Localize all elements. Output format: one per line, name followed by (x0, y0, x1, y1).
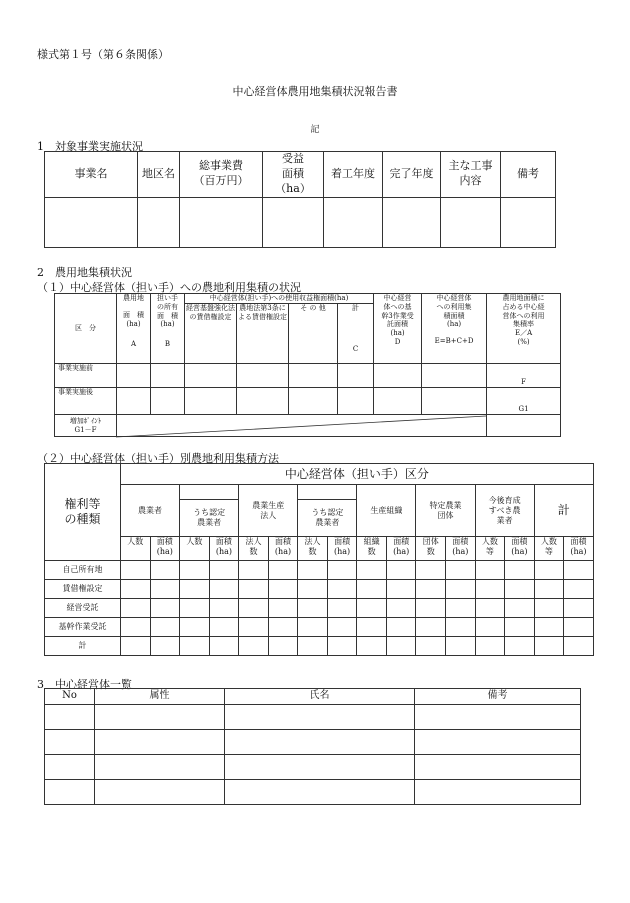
s2b-cell[interactable] (386, 599, 416, 618)
s2b-cell[interactable] (357, 637, 387, 656)
s2b-cell[interactable] (357, 618, 387, 637)
s1-col-start: 着工年度 (324, 152, 383, 198)
s2b-cell[interactable] (475, 561, 505, 580)
s2b-cell[interactable] (268, 637, 298, 656)
s3-col-no: No (45, 689, 95, 705)
s2b-cell[interactable] (446, 599, 476, 618)
s2b-cell[interactable] (180, 637, 210, 656)
s2b-cell[interactable] (505, 580, 535, 599)
s2b-table-row (45, 599, 594, 618)
s2b-cell[interactable] (327, 580, 357, 599)
s1-cell[interactable] (441, 197, 501, 247)
s2b-row-label: 自己所有地 (45, 561, 121, 580)
s2b-row-label: 経営受託 (45, 599, 121, 618)
section2-sub2-table (44, 463, 594, 656)
s2b-cell[interactable] (505, 561, 535, 580)
s2b-cell[interactable] (298, 561, 328, 580)
s2b-cell[interactable] (239, 637, 269, 656)
s1-cell[interactable] (383, 197, 441, 247)
s2b-cell[interactable] (416, 561, 446, 580)
s2b-cell[interactable] (386, 580, 416, 599)
s2b-table-row (45, 580, 594, 599)
s2b-cell[interactable] (505, 618, 535, 637)
s2b-cell[interactable] (209, 580, 239, 599)
s2b-cell[interactable] (121, 599, 151, 618)
s2b-cell[interactable] (268, 561, 298, 580)
increase-row-diagonal (54, 293, 560, 438)
s2b-cell[interactable] (386, 637, 416, 656)
s2b-cell[interactable] (239, 561, 269, 580)
s2b-cell[interactable] (446, 637, 476, 656)
s2b-cell[interactable] (150, 580, 180, 599)
s2b-cell[interactable] (416, 599, 446, 618)
s2a-row-after: 事業実施後 G1 (55, 388, 561, 415)
section2-sub1-wrap (54, 293, 560, 438)
s2a-mark-f: F (487, 364, 561, 388)
s2b-table-row (45, 561, 594, 580)
s2b-h-kenri: 権利等 の種類 (45, 464, 121, 561)
s2b-cell[interactable] (327, 599, 357, 618)
s2b-cell[interactable] (150, 618, 180, 637)
s3-data-row (45, 705, 581, 730)
s2a-h-kubun: 区 分 (55, 294, 117, 364)
s2b-cell[interactable] (475, 637, 505, 656)
s2b-g-org: 生産組織 (357, 485, 416, 537)
s2b-cell[interactable] (268, 618, 298, 637)
s2b-cell[interactable] (386, 618, 416, 637)
section1-heading: 1 対象事業実施状況 (37, 140, 143, 153)
s2b-g-specific: 特定農業 団体 (416, 485, 475, 537)
s2b-g-corp: 農業生産 法人 (239, 485, 298, 537)
s2b-cell[interactable] (475, 580, 505, 599)
s2a-row-increase: 増加ﾎﾟｲﾝﾄ G1－F (55, 415, 561, 437)
s3-data-row (45, 730, 581, 755)
s2b-table-row (45, 637, 594, 656)
s2a-h-other: そ の 他 (289, 304, 338, 364)
s1-data-row (45, 197, 556, 247)
s2b-cell[interactable] (534, 599, 564, 618)
s2b-cell[interactable] (475, 599, 505, 618)
s3-data-row (45, 755, 581, 780)
s2b-cell[interactable] (268, 599, 298, 618)
s2b-cell[interactable] (505, 599, 535, 618)
s1-col-end: 完了年度 (383, 152, 441, 198)
s1-col-work: 主な工事 内容 (441, 152, 501, 198)
s2b-cell[interactable] (239, 599, 269, 618)
s2b-cell[interactable] (564, 561, 594, 580)
s2b-cell[interactable] (416, 618, 446, 637)
s1-col-jigyo: 事業名 (45, 152, 138, 198)
s2b-row-label: 賃借権設定 (45, 580, 121, 599)
s2b-cell[interactable] (209, 637, 239, 656)
section3-heading: 3 中心経営体一覧 (37, 678, 132, 691)
s2b-row-label: 基幹作業受託 (45, 618, 121, 637)
s2b-cell[interactable] (357, 561, 387, 580)
s2b-cell[interactable] (298, 599, 328, 618)
s1-cell[interactable] (501, 197, 556, 247)
s2b-cell[interactable] (386, 561, 416, 580)
s2b-cell[interactable] (180, 580, 210, 599)
s2b-cell[interactable] (209, 561, 239, 580)
s2a-h-farmland: 農用地 面 積 (ha) A (117, 294, 151, 364)
s2a-row-before: 事業実施前 F (55, 364, 561, 388)
s2b-g-future: 今後育成 すべき農 業者 (475, 485, 534, 537)
s2b-cell[interactable] (534, 561, 564, 580)
s2b-subheader-row: 人数 面積 (ha) 人数 面積 (ha) 法人 数 面積 (ha) 法人 数 面積 (ha) 組織 数 面積 (ha) 団体 数 面積 (ha) 人数 等 面積 (ha) 人数 等 面積 (ha) (45, 537, 594, 561)
section2-sub1-heading: （１）中心経営体（担い手）への農地利用集積の状況 (37, 281, 301, 294)
s2a-h-group: 中心経営体(担い手)への使用収益権面積(ha) (185, 294, 374, 304)
s3-data-row (45, 780, 581, 805)
section3-table (44, 688, 581, 805)
s2b-cell[interactable] (209, 618, 239, 637)
s2a-mark-g1: G1 (487, 388, 561, 415)
s1-col-cost: 総事業費 （百万円） (180, 152, 263, 198)
s2b-cell[interactable] (446, 561, 476, 580)
s3-col-attr: 属性 (95, 689, 225, 705)
s2b-cell[interactable] (564, 599, 594, 618)
s2b-cell[interactable] (121, 618, 151, 637)
s1-cell[interactable] (138, 197, 180, 247)
s2b-g-total: 計 (534, 485, 593, 537)
s2b-cell[interactable] (534, 580, 564, 599)
s3-col-name: 氏名 (225, 689, 415, 705)
s2a-h-nouchi: 農地法第3条による賃借権設定 (237, 304, 289, 364)
s2b-cell[interactable] (180, 618, 210, 637)
s2b-cell[interactable] (121, 561, 151, 580)
s2a-h-core: 中心経営 体への基 幹3作業受 託面積 (ha) D (374, 294, 422, 364)
s2a-h-total: 計 C (338, 304, 374, 364)
s2a-h-usage: 中心経営体 への利用集 積面積 (ha) E=B+C+D (422, 294, 487, 364)
s2b-cell[interactable] (298, 580, 328, 599)
s1-cell[interactable] (180, 197, 263, 247)
section2-sub2-heading: （２）中心経営体（担い手）別農地利用集積方法 (37, 452, 279, 465)
s2b-cell[interactable] (327, 561, 357, 580)
s2b-cell[interactable] (357, 599, 387, 618)
s2b-cell[interactable] (150, 599, 180, 618)
s3-col-biko: 備考 (415, 689, 581, 705)
s1-col-chiku: 地区名 (138, 152, 180, 198)
s1-cell[interactable] (45, 197, 138, 247)
s2b-cell[interactable] (446, 618, 476, 637)
s2b-h-main: 中心経営体（担い手）区分 (121, 464, 594, 485)
s2b-cell[interactable] (327, 637, 357, 656)
s2b-cell[interactable] (150, 561, 180, 580)
s1-cell[interactable] (324, 197, 383, 247)
s2b-g-certified2: うち認定 農業者 (298, 500, 357, 537)
s2b-cell[interactable] (298, 618, 328, 637)
s2b-cell[interactable] (534, 637, 564, 656)
s2b-cell[interactable] (416, 580, 446, 599)
s2b-g-farmer: 農業者 (121, 485, 180, 537)
s2b-cell[interactable] (564, 618, 594, 637)
s2a-h-rate: 農用地面積に 占める中心経 営体への利用 集積率 E／A (%) (487, 294, 561, 364)
s2a-h-owned: 担い手 の所有 面 積 (ha) B (151, 294, 185, 364)
s2b-cell[interactable] (416, 637, 446, 656)
s2b-cell[interactable] (564, 637, 594, 656)
section1-table (44, 151, 556, 248)
s2b-cell[interactable] (180, 599, 210, 618)
s2b-cell[interactable] (327, 618, 357, 637)
s2b-cell[interactable] (534, 618, 564, 637)
s2b-cell[interactable] (564, 580, 594, 599)
ki-mark: 記 (310, 125, 320, 135)
s2b-row-label: 計 (45, 637, 121, 656)
s2b-cell[interactable] (298, 637, 328, 656)
s2b-g-certified: うち認定 農業者 (180, 500, 239, 537)
s1-col-area: 受益 面積 （ha） (263, 152, 324, 198)
s2b-cell[interactable] (121, 580, 151, 599)
s2a-h-kiban: 経営基盤強化法の賃借権設定 (185, 304, 237, 364)
s2b-cell[interactable] (268, 580, 298, 599)
s2b-cell[interactable] (209, 599, 239, 618)
s2b-cell[interactable] (150, 637, 180, 656)
s2b-cell[interactable] (357, 580, 387, 599)
s2b-cell[interactable] (239, 580, 269, 599)
s2b-cell[interactable] (180, 561, 210, 580)
s2b-cell[interactable] (505, 637, 535, 656)
document-title: 中心経営体農用地集積状況報告書 (232, 85, 398, 98)
form-number: 様式第１号（第６条関係） (37, 48, 169, 61)
s2b-cell[interactable] (121, 637, 151, 656)
s1-cell[interactable] (263, 197, 324, 247)
s1-col-biko: 備考 (501, 152, 556, 198)
s2b-cell[interactable] (446, 580, 476, 599)
section2-heading: 2 農用地集積状況 (37, 266, 132, 279)
s2b-table-row (45, 618, 594, 637)
s2b-cell[interactable] (239, 618, 269, 637)
s2b-cell[interactable] (475, 618, 505, 637)
